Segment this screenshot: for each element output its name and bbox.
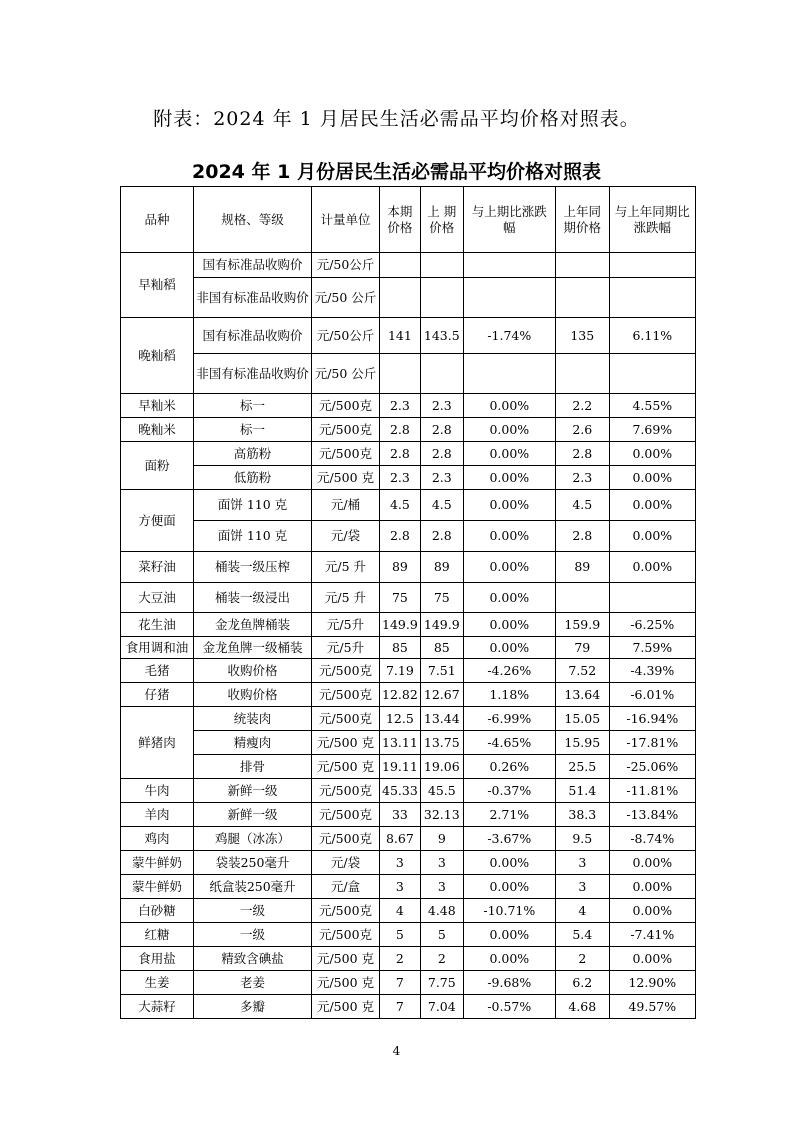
spec-cell: 排骨 [194, 755, 312, 779]
unit-cell: 元/500克 [312, 923, 380, 947]
product-name-cell: 晚籼稻 [121, 318, 194, 394]
prev-cell: 45.5 [420, 779, 463, 803]
mom-cell: -0.57% [463, 995, 555, 1019]
prev-cell: 75 [420, 583, 463, 613]
table-row [121, 253, 696, 278]
product-name-cell: 鸡肉 [121, 827, 194, 851]
table-row [121, 827, 696, 851]
mom-cell: 0.26% [463, 755, 555, 779]
table-row [121, 875, 696, 899]
product-name-cell: 羊肉 [121, 803, 194, 827]
ly-cell: 4.68 [555, 995, 609, 1019]
product-name-cell: 晚籼米 [121, 418, 194, 442]
cur-cell: 2.3 [380, 466, 421, 490]
spec-cell: 标一 [194, 418, 312, 442]
spec-cell: 标一 [194, 394, 312, 418]
unit-cell: 元/5升 [312, 613, 380, 637]
header-row [121, 187, 696, 253]
unit-cell: 元/50 公斤 [312, 278, 380, 318]
yoy-cell: 0.00% [609, 875, 695, 899]
table-row [121, 521, 696, 552]
cur-cell: 3 [380, 851, 421, 875]
ly-cell: 135 [555, 318, 609, 354]
spec-cell: 新鲜一级 [194, 779, 312, 803]
mom-cell [463, 278, 555, 318]
unit-cell: 元/袋 [312, 521, 380, 552]
spec-cell: 一级 [194, 899, 312, 923]
prev-cell: 2.3 [420, 394, 463, 418]
spec-cell: 低筋粉 [194, 466, 312, 490]
product-name-cell: 方便面 [121, 490, 194, 552]
ly-cell: 79 [555, 637, 609, 659]
product-name-cell: 牛肉 [121, 779, 194, 803]
product-name-cell: 早籼米 [121, 394, 194, 418]
ly-cell: 15.95 [555, 731, 609, 755]
spec-cell: 老姜 [194, 971, 312, 995]
table-row [121, 637, 696, 659]
prev-cell: 2.8 [420, 418, 463, 442]
spec-cell: 高筋粉 [194, 442, 312, 466]
cur-cell: 12.5 [380, 707, 421, 731]
unit-cell: 元/500克 [312, 659, 380, 683]
table-row [121, 779, 696, 803]
mom-cell: 0.00% [463, 923, 555, 947]
ly-cell: 4.5 [555, 490, 609, 521]
unit-cell: 元/50公斤 [312, 318, 380, 354]
spec-cell: 面饼 110 克 [194, 490, 312, 521]
yoy-cell [609, 278, 695, 318]
ly-cell: 51.4 [555, 779, 609, 803]
unit-cell: 元/500克 [312, 707, 380, 731]
yoy-cell: 0.00% [609, 466, 695, 490]
product-name-cell: 毛猪 [121, 659, 194, 683]
prev-cell: 149.9 [420, 613, 463, 637]
header-cell: 与上年同期比涨跌幅 [609, 187, 695, 253]
prev-cell: 2.8 [420, 442, 463, 466]
spec-cell: 精致含碘盐 [194, 947, 312, 971]
table-row [121, 552, 696, 583]
ly-cell [555, 278, 609, 318]
yoy-cell: -4.39% [609, 659, 695, 683]
prev-cell: 89 [420, 552, 463, 583]
ly-cell: 25.5 [555, 755, 609, 779]
yoy-cell: 49.57% [609, 995, 695, 1019]
table-row [121, 923, 696, 947]
ly-cell: 5.4 [555, 923, 609, 947]
header-cell: 品种 [121, 187, 194, 253]
table-row [121, 851, 696, 875]
table-row [121, 613, 696, 637]
cur-cell: 89 [380, 552, 421, 583]
table-row [121, 418, 696, 442]
table-row [121, 899, 696, 923]
cur-cell: 4.5 [380, 490, 421, 521]
unit-cell: 元/500 克 [312, 995, 380, 1019]
page-number: 4 [392, 1044, 401, 1058]
spec-cell: 精瘦肉 [194, 731, 312, 755]
ly-cell: 4 [555, 899, 609, 923]
spec-cell: 鸡腿（冰冻） [194, 827, 312, 851]
prev-cell [420, 278, 463, 318]
spec-cell: 新鲜一级 [194, 803, 312, 827]
table-body [121, 253, 696, 1019]
unit-cell: 元/500 克 [312, 947, 380, 971]
table-row [121, 394, 696, 418]
mom-cell: 0.00% [463, 418, 555, 442]
yoy-cell: 0.00% [609, 899, 695, 923]
spec-cell: 一级 [194, 923, 312, 947]
mom-cell: 1.18% [463, 683, 555, 707]
cur-cell: 75 [380, 583, 421, 613]
mom-cell: 0.00% [463, 875, 555, 899]
unit-cell: 元/500克 [312, 779, 380, 803]
product-name-cell: 蒙牛鲜奶 [121, 875, 194, 899]
header-cell: 计量单位 [312, 187, 380, 253]
mom-cell: -4.26% [463, 659, 555, 683]
product-name-cell: 面粉 [121, 442, 194, 490]
ly-cell: 38.3 [555, 803, 609, 827]
mom-cell: -3.67% [463, 827, 555, 851]
unit-cell: 元/500 克 [312, 971, 380, 995]
prev-cell: 2 [420, 947, 463, 971]
unit-cell: 元/500克 [312, 899, 380, 923]
yoy-cell [609, 253, 695, 278]
mom-cell: 0.00% [463, 521, 555, 552]
table-row [121, 354, 696, 394]
unit-cell: 元/500克 [312, 803, 380, 827]
yoy-cell: -17.81% [609, 731, 695, 755]
table-row [121, 971, 696, 995]
spec-cell: 国有标准品收购价 [194, 318, 312, 354]
prev-cell: 9 [420, 827, 463, 851]
mom-cell: -6.99% [463, 707, 555, 731]
spec-cell: 桶装一级压榨 [194, 552, 312, 583]
cur-cell: 2.8 [380, 418, 421, 442]
ly-cell: 2.3 [555, 466, 609, 490]
unit-cell: 元/500克 [312, 442, 380, 466]
unit-cell: 元/500克 [312, 418, 380, 442]
table-row [121, 278, 696, 318]
spec-cell: 非国有标准品收购价 [194, 354, 312, 394]
product-name-cell: 蒙牛鲜奶 [121, 851, 194, 875]
table-row [121, 659, 696, 683]
unit-cell: 元/5 升 [312, 583, 380, 613]
cur-cell: 8.67 [380, 827, 421, 851]
prev-cell: 19.06 [420, 755, 463, 779]
prev-cell: 2.3 [420, 466, 463, 490]
prev-cell [420, 354, 463, 394]
yoy-cell: 0.00% [609, 490, 695, 521]
mom-cell: -10.71% [463, 899, 555, 923]
cur-cell: 45.33 [380, 779, 421, 803]
cur-cell: 3 [380, 875, 421, 899]
price-table [120, 186, 696, 1019]
yoy-cell: 0.00% [609, 521, 695, 552]
yoy-cell: 0.00% [609, 851, 695, 875]
prev-cell: 13.75 [420, 731, 463, 755]
spec-cell: 纸盒装250毫升 [194, 875, 312, 899]
cur-cell: 7 [380, 995, 421, 1019]
cur-cell: 2 [380, 947, 421, 971]
mom-cell: 0.00% [463, 442, 555, 466]
product-name-cell: 食用调和油 [121, 637, 194, 659]
product-name-cell: 早籼稻 [121, 253, 194, 318]
table-row [121, 755, 696, 779]
table-row [121, 947, 696, 971]
cur-cell: 13.11 [380, 731, 421, 755]
cur-cell: 7 [380, 971, 421, 995]
mom-cell: 0.00% [463, 394, 555, 418]
product-name-cell: 菜籽油 [121, 552, 194, 583]
cur-cell: 4 [380, 899, 421, 923]
yoy-cell: -6.25% [609, 613, 695, 637]
product-name-cell: 花生油 [121, 613, 194, 637]
mom-cell: -1.74% [463, 318, 555, 354]
cur-cell: 141 [380, 318, 421, 354]
header-cell: 规格、等级 [194, 187, 312, 253]
ly-cell [555, 583, 609, 613]
header-cell: 本期价格 [380, 187, 421, 253]
ly-cell [555, 354, 609, 394]
unit-cell: 元/5升 [312, 637, 380, 659]
mom-cell [463, 354, 555, 394]
mom-cell: 0.00% [463, 637, 555, 659]
table-row [121, 318, 696, 354]
cur-cell: 2.8 [380, 521, 421, 552]
yoy-cell: 12.90% [609, 971, 695, 995]
prev-cell: 85 [420, 637, 463, 659]
ly-cell: 2.8 [555, 442, 609, 466]
table-title: 2024 年 1 月份居民生活必需品平均价格对照表 [192, 161, 601, 183]
spec-cell: 收购价格 [194, 683, 312, 707]
mom-cell: -9.68% [463, 971, 555, 995]
ly-cell: 2.6 [555, 418, 609, 442]
ly-cell: 2.2 [555, 394, 609, 418]
unit-cell: 元/500 克 [312, 731, 380, 755]
product-name-cell: 仔猪 [121, 683, 194, 707]
mom-cell: 0.00% [463, 613, 555, 637]
header-cell: 上 期价格 [420, 187, 463, 253]
spec-cell: 国有标准品收购价 [194, 253, 312, 278]
unit-cell: 元/500 克 [312, 466, 380, 490]
cur-cell [380, 278, 421, 318]
cur-cell: 85 [380, 637, 421, 659]
cur-cell: 2.8 [380, 442, 421, 466]
cur-cell: 2.3 [380, 394, 421, 418]
yoy-cell: 7.59% [609, 637, 695, 659]
table-row [121, 466, 696, 490]
product-name-cell: 鲜猪肉 [121, 707, 194, 779]
prev-cell: 3 [420, 851, 463, 875]
mom-cell: 0.00% [463, 947, 555, 971]
mom-cell: 0.00% [463, 490, 555, 521]
ly-cell: 3 [555, 875, 609, 899]
product-name-cell: 白砂糖 [121, 899, 194, 923]
yoy-cell: 0.00% [609, 947, 695, 971]
cur-cell: 12.82 [380, 683, 421, 707]
yoy-cell: 0.00% [609, 552, 695, 583]
header-cell: 上年同期价格 [555, 187, 609, 253]
table-row [121, 731, 696, 755]
ly-cell: 9.5 [555, 827, 609, 851]
ly-cell: 15.05 [555, 707, 609, 731]
table-row [121, 803, 696, 827]
unit-cell: 元/500克 [312, 683, 380, 707]
unit-cell: 元/5 升 [312, 552, 380, 583]
table-row [121, 683, 696, 707]
prev-cell: 143.5 [420, 318, 463, 354]
yoy-cell: 4.55% [609, 394, 695, 418]
ly-cell: 3 [555, 851, 609, 875]
table-row [121, 995, 696, 1019]
prev-cell: 4.48 [420, 899, 463, 923]
ly-cell: 13.64 [555, 683, 609, 707]
spec-cell: 面饼 110 克 [194, 521, 312, 552]
cur-cell: 149.9 [380, 613, 421, 637]
product-name-cell: 生姜 [121, 971, 194, 995]
spec-cell: 多瓣 [194, 995, 312, 1019]
prev-cell: 7.51 [420, 659, 463, 683]
ly-cell: 7.52 [555, 659, 609, 683]
yoy-cell: -6.01% [609, 683, 695, 707]
spec-cell: 收购价格 [194, 659, 312, 683]
spec-cell: 金龙鱼牌一级桶装 [194, 637, 312, 659]
mom-cell: 0.00% [463, 851, 555, 875]
prev-cell [420, 253, 463, 278]
table-row [121, 707, 696, 731]
caption: 附表：2024 年 1 月居民生活必需品平均价格对照表。 [153, 108, 640, 130]
ly-cell: 2 [555, 947, 609, 971]
prev-cell: 32.13 [420, 803, 463, 827]
prev-cell: 7.75 [420, 971, 463, 995]
spec-cell: 桶装一级浸出 [194, 583, 312, 613]
unit-cell: 元/袋 [312, 851, 380, 875]
spec-cell: 非国有标准品收购价 [194, 278, 312, 318]
cur-cell [380, 253, 421, 278]
prev-cell: 2.8 [420, 521, 463, 552]
mom-cell [463, 253, 555, 278]
product-name-cell: 大蒜籽 [121, 995, 194, 1019]
table-row [121, 583, 696, 613]
prev-cell: 5 [420, 923, 463, 947]
prev-cell: 7.04 [420, 995, 463, 1019]
product-name-cell: 红糖 [121, 923, 194, 947]
prev-cell: 13.44 [420, 707, 463, 731]
yoy-cell: 7.69% [609, 418, 695, 442]
mom-cell: 0.00% [463, 583, 555, 613]
mom-cell: 0.00% [463, 466, 555, 490]
unit-cell: 元/桶 [312, 490, 380, 521]
cur-cell: 33 [380, 803, 421, 827]
mom-cell: 2.71% [463, 803, 555, 827]
cur-cell [380, 354, 421, 394]
yoy-cell: -11.81% [609, 779, 695, 803]
header-cell: 与上期比涨跌幅 [463, 187, 555, 253]
product-name-cell: 大豆油 [121, 583, 194, 613]
prev-cell: 4.5 [420, 490, 463, 521]
unit-cell: 元/50公斤 [312, 253, 380, 278]
mom-cell: -0.37% [463, 779, 555, 803]
cur-cell: 19.11 [380, 755, 421, 779]
yoy-cell: 6.11% [609, 318, 695, 354]
yoy-cell [609, 583, 695, 613]
yoy-cell: -8.74% [609, 827, 695, 851]
yoy-cell: -7.41% [609, 923, 695, 947]
ly-cell: 6.2 [555, 971, 609, 995]
spec-cell: 袋装250毫升 [194, 851, 312, 875]
unit-cell: 元/盒 [312, 875, 380, 899]
unit-cell: 元/500 克 [312, 755, 380, 779]
spec-cell: 统装肉 [194, 707, 312, 731]
ly-cell: 159.9 [555, 613, 609, 637]
yoy-cell: -16.94% [609, 707, 695, 731]
prev-cell: 3 [420, 875, 463, 899]
unit-cell: 元/500克 [312, 827, 380, 851]
yoy-cell: 0.00% [609, 442, 695, 466]
cur-cell: 7.19 [380, 659, 421, 683]
prev-cell: 12.67 [420, 683, 463, 707]
mom-cell: -4.65% [463, 731, 555, 755]
cur-cell: 5 [380, 923, 421, 947]
ly-cell: 2.8 [555, 521, 609, 552]
yoy-cell: -25.06% [609, 755, 695, 779]
table-row [121, 442, 696, 466]
unit-cell: 元/500克 [312, 394, 380, 418]
ly-cell [555, 253, 609, 278]
spec-cell: 金龙鱼牌桶装 [194, 613, 312, 637]
unit-cell: 元/50 公斤 [312, 354, 380, 394]
ly-cell: 89 [555, 552, 609, 583]
yoy-cell: -13.84% [609, 803, 695, 827]
yoy-cell [609, 354, 695, 394]
table-row [121, 490, 696, 521]
product-name-cell: 食用盐 [121, 947, 194, 971]
mom-cell: 0.00% [463, 552, 555, 583]
